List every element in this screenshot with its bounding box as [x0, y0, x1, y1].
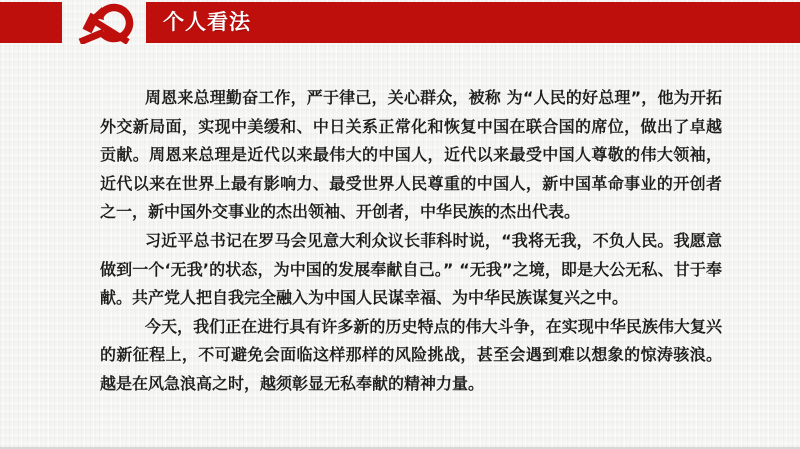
slide-title: 个人看法 [163, 10, 251, 34]
header-left-accent-bar [0, 2, 62, 43]
body-paragraph: 今天，我们正在进行具有许多新的历史特点的伟大斗争，在实现中华民族伟大复兴的新征程上，不可避免会面临这样那样的风险挑战，甚至会遇到难以想象的惊涛骇浪。越是在风急浪高之时，越须彰显无私奉献的精神力量。 [100, 316, 722, 393]
header-title-bar [146, 2, 800, 43]
body-paragraph: 周恩来总理勤奋工作，严于律己，关心群众，被称 为“人民的好总理”，他为开拓外交新局面，实现中美缓和、中日关系正常化和恢复中国在联合国的席位，做出了卓越贡献。周恩来总理是近代以来最伟大的中国人，近代以来最受中国人尊敬的伟大领袖，近代以来在世界上最有影响力、最受世界人民尊重的中国人，新中国革命事业的开创者之一，新中国外交事业的杰出领袖、开创者，中华民族的杰出代表。 [100, 88, 722, 222]
body-text [100, 84, 722, 399]
body-paragraph: 习近平总书记在罗马会见意大利众议长菲科时说，“我将无我，不负人民。我愿意做到一个‘无我’的状态，为中国的发展奉献自己。” “无我”之境，即是大公无私、甘于奉献。共产党人把自我完全融入为中国人民谋幸福、为中华民族谋复兴之中。 [100, 230, 722, 308]
party-emblem-icon [76, 2, 138, 44]
